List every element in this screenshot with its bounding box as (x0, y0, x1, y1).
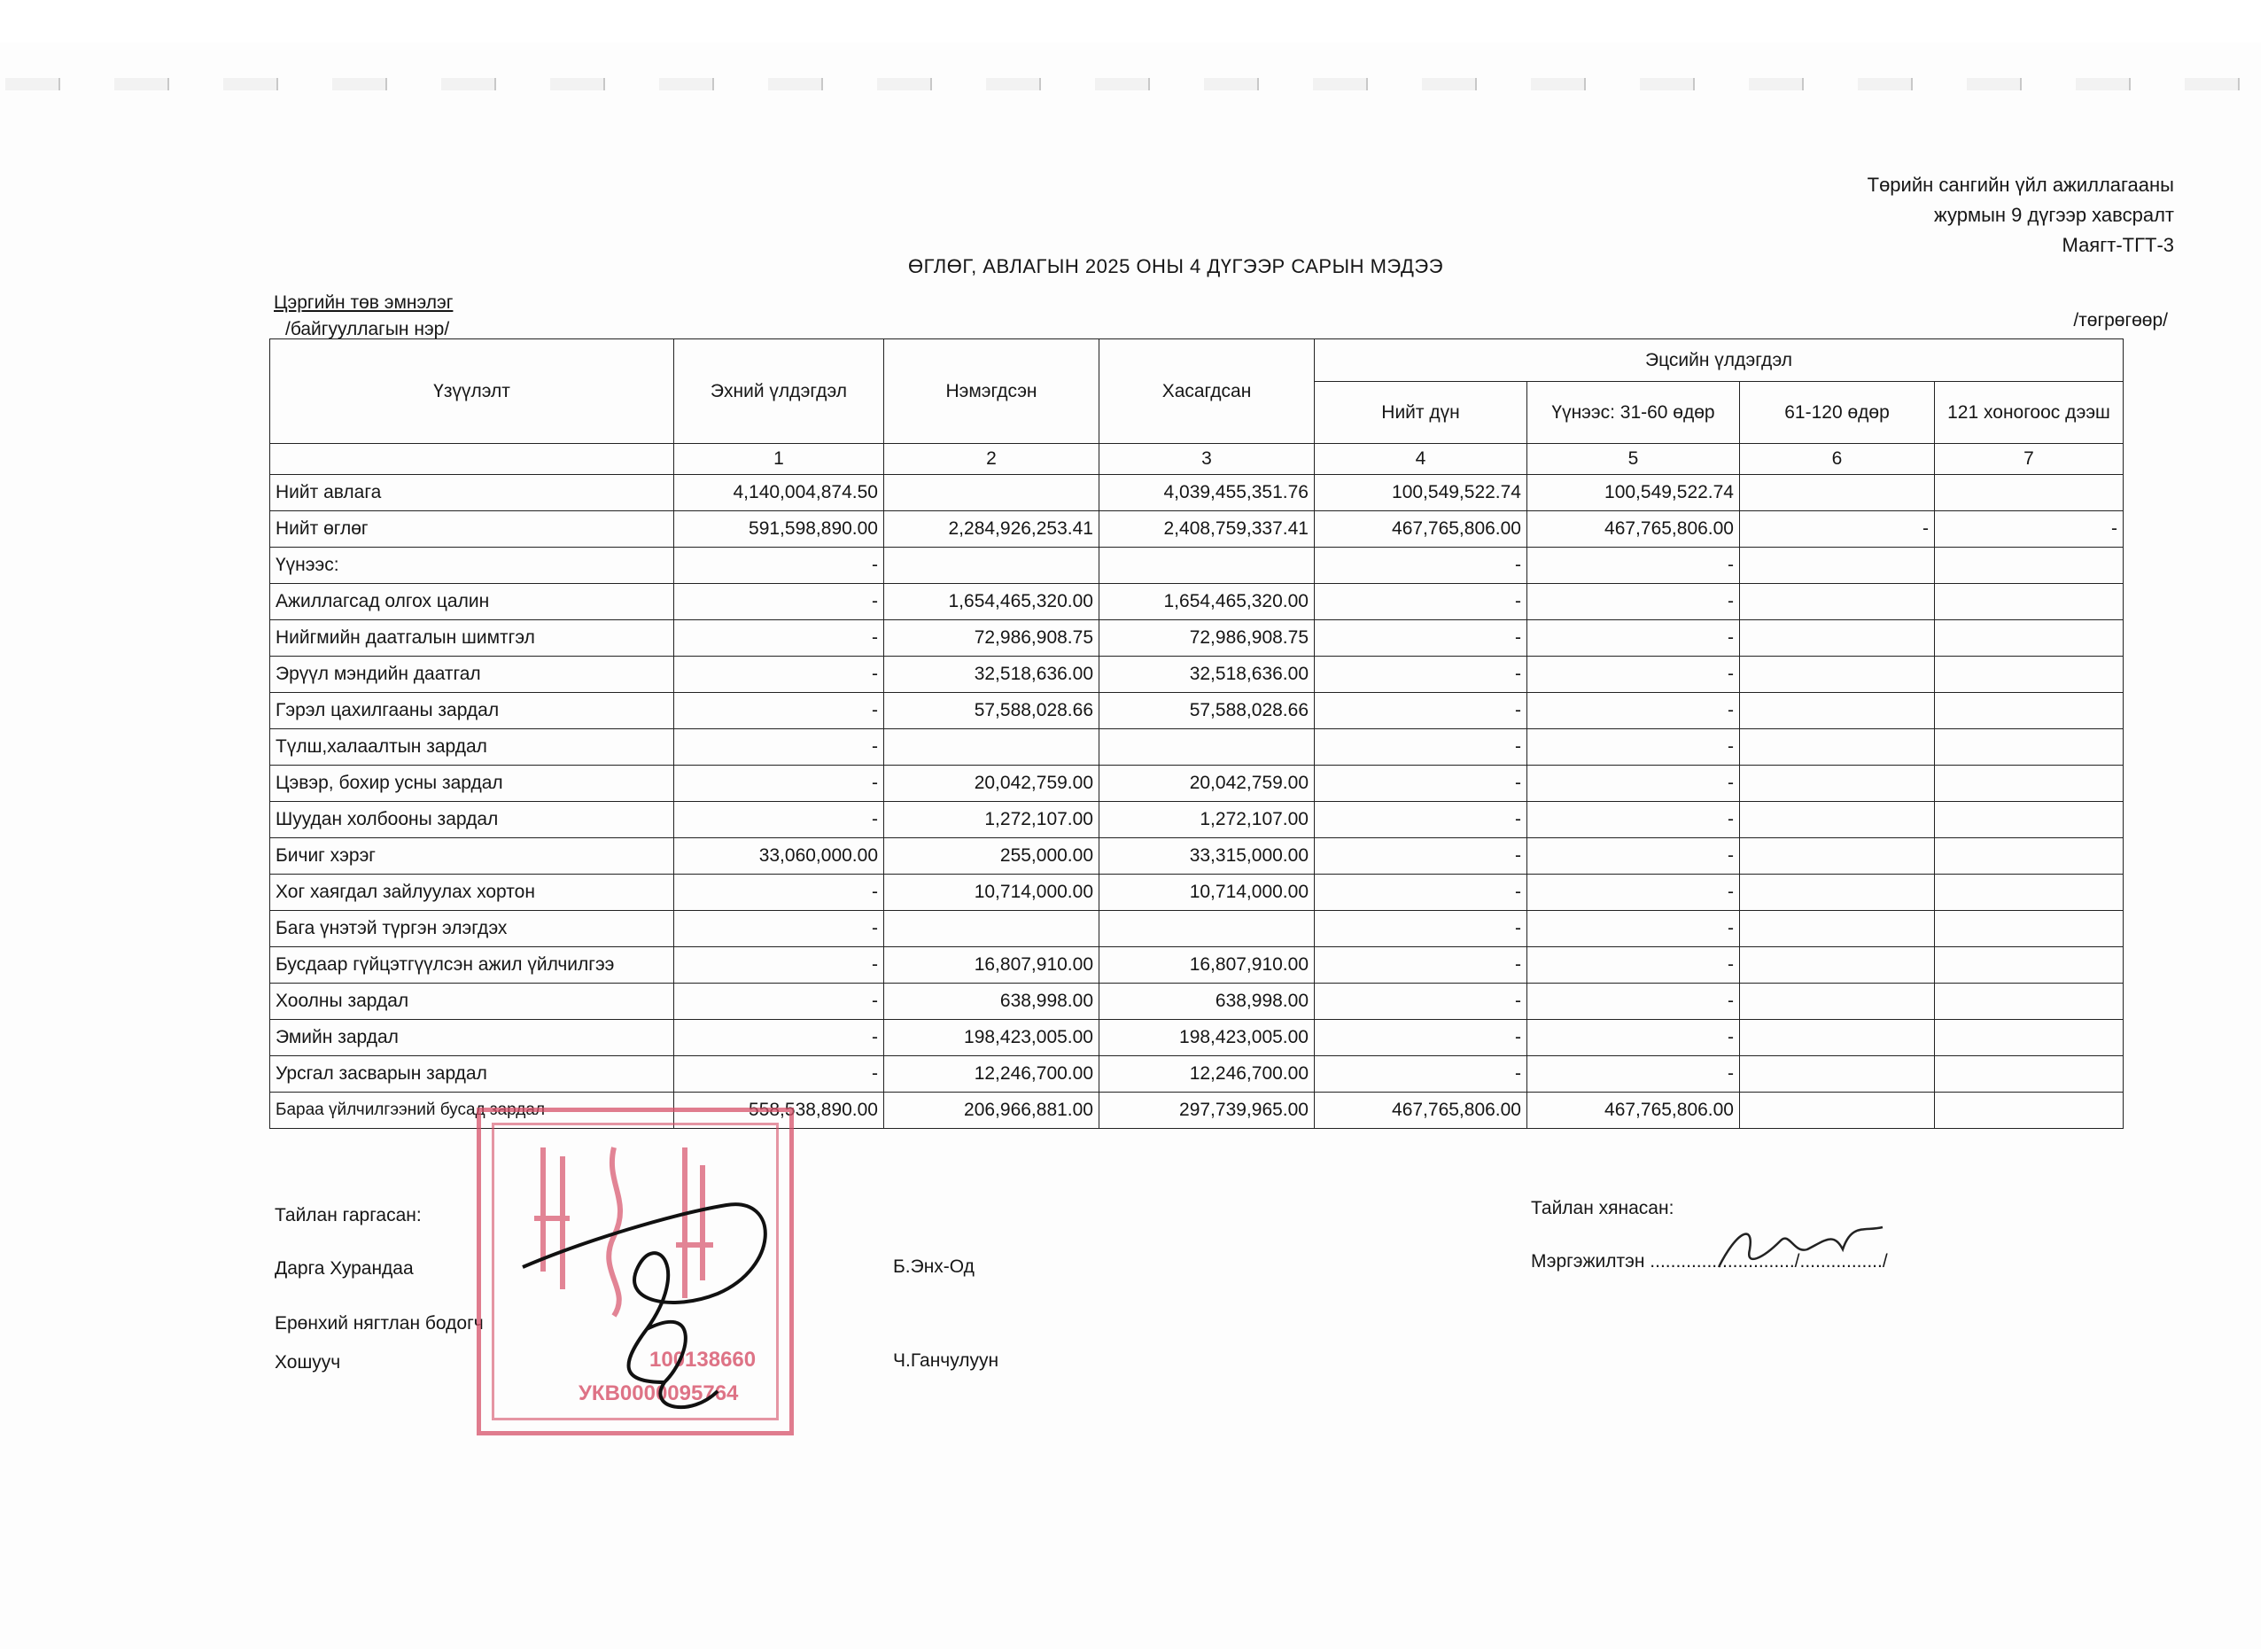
row-label: Бараа үйлчилгээний бусад зардал (270, 1093, 674, 1129)
cell-c6 (1740, 1056, 1935, 1093)
reviewed-by-label: Тайлан хянасан: (1531, 1198, 1674, 1218)
row-label: Шуудан холбооны зардал (270, 802, 674, 838)
cell-c6 (1740, 838, 1935, 875)
table-row (270, 729, 2124, 766)
cell-c2 (884, 548, 1099, 584)
cell-c4: - (1315, 1056, 1527, 1093)
cell-c3: 57,588,028.66 (1099, 693, 1315, 729)
cell-c6 (1740, 693, 1935, 729)
cell-c2: 1,654,465,320.00 (884, 584, 1099, 620)
column-index: 6 (1740, 444, 1935, 475)
cell-c4: - (1315, 875, 1527, 911)
cell-c1: - (674, 584, 884, 620)
perforation-mark (1313, 78, 1368, 90)
row-label: Бага үнэтэй түргэн элэгдэх (270, 911, 674, 947)
cell-c2: 255,000.00 (884, 838, 1099, 875)
cell-c7 (1935, 729, 2124, 766)
cell-c7 (1935, 802, 2124, 838)
cell-c5: - (1527, 548, 1740, 584)
perforation-mark (986, 78, 1041, 90)
cell-c4: - (1315, 766, 1527, 802)
cell-c5: - (1527, 1056, 1740, 1093)
cell-c1: 558,538,890.00 (674, 1093, 884, 1129)
cell-c1: - (674, 1020, 884, 1056)
accountant-name: Ч.Ганчулуун (893, 1350, 999, 1371)
cell-c4: - (1315, 802, 1527, 838)
cell-c6 (1740, 475, 1935, 511)
head-title: Дарга Хурандаа (275, 1258, 414, 1279)
cell-c3: 1,654,465,320.00 (1099, 584, 1315, 620)
row-label: Бичиг хэрэг (270, 838, 674, 875)
cell-c6 (1740, 984, 1935, 1020)
cell-c2: 20,042,759.00 (884, 766, 1099, 802)
cell-c5: - (1527, 729, 1740, 766)
perforation-mark (768, 78, 823, 90)
organization-name-caption: /байгууллагын нэр/ (285, 319, 450, 339)
specialist-line: Мэргэжилтэн ............................/................/ (1531, 1251, 1888, 1272)
perforation-mark (877, 78, 932, 90)
cell-c2: 1,272,107.00 (884, 802, 1099, 838)
cell-c4: 100,549,522.74 (1315, 475, 1527, 511)
cell-c2: 57,588,028.66 (884, 693, 1099, 729)
stamp-code-2: УКВ0000095764 (579, 1381, 739, 1405)
table-row (270, 984, 2124, 1020)
cell-c5: - (1527, 875, 1740, 911)
perforation-mark (1095, 78, 1150, 90)
cell-c7 (1935, 1093, 2124, 1129)
cell-c5: - (1527, 947, 1740, 984)
header-closing-total: Нийт дүн (1315, 382, 1527, 444)
column-index: 3 (1099, 444, 1315, 475)
cell-c1: - (674, 693, 884, 729)
index-blank (270, 444, 674, 475)
cell-c3: 1,272,107.00 (1099, 802, 1315, 838)
currency-unit: /төгрөгөөр/ (2073, 310, 2168, 331)
perforation-mark (1204, 78, 1259, 90)
cell-c2 (884, 475, 1099, 511)
cell-c7 (1935, 1056, 2124, 1093)
cell-c5: - (1527, 693, 1740, 729)
cell-c5: - (1527, 584, 1740, 620)
cell-c4: - (1315, 947, 1527, 984)
row-label: Ажиллагсад олгох цалин (270, 584, 674, 620)
table-row (270, 475, 2124, 511)
perforation-mark (1422, 78, 1477, 90)
cell-c3: 2,408,759,337.41 (1099, 511, 1315, 548)
cell-c7 (1935, 984, 2124, 1020)
cell-c7: - (1935, 511, 2124, 548)
cell-c1: 591,598,890.00 (674, 511, 884, 548)
accountant-title: Ерөнхий нягтлан бодогч (275, 1313, 484, 1334)
cell-c6 (1740, 875, 1935, 911)
cell-c3: 20,042,759.00 (1099, 766, 1315, 802)
form-reference (1868, 170, 2174, 261)
header-deducted: Хасагдсан (1099, 339, 1315, 444)
column-index: 1 (674, 444, 884, 475)
row-label: Хоолны зардал (270, 984, 674, 1020)
perforation-mark (659, 78, 714, 90)
table-row (270, 1020, 2124, 1056)
perforation-mark (550, 78, 605, 90)
column-index: 2 (884, 444, 1099, 475)
cell-c2 (884, 729, 1099, 766)
perforation-edge (0, 78, 2268, 96)
signature-stroke (514, 1161, 806, 1427)
cell-c5: - (1527, 984, 1740, 1020)
header-opening-balance: Эхний үлдэгдэл (674, 339, 884, 444)
row-label: Эмийн зардал (270, 1020, 674, 1056)
cell-c7 (1935, 875, 2124, 911)
cell-c2 (884, 911, 1099, 947)
cell-c1: - (674, 766, 884, 802)
cell-c4: 467,765,806.00 (1315, 511, 1527, 548)
header-added: Нэмэгдсэн (884, 339, 1099, 444)
table-row (270, 947, 2124, 984)
cell-c2: 2,284,926,253.41 (884, 511, 1099, 548)
header-over-121-days: 121 хоногоос дээш (1935, 382, 2124, 444)
perforation-mark (114, 78, 169, 90)
perforation-mark (1640, 78, 1695, 90)
cell-c6 (1740, 947, 1935, 984)
row-label: Эрүүл мэндийн даатгал (270, 657, 674, 693)
table-row (270, 1056, 2124, 1093)
cell-c5: - (1527, 911, 1740, 947)
cell-c5: - (1527, 620, 1740, 657)
cell-c2: 198,423,005.00 (884, 1020, 1099, 1056)
cell-c1: - (674, 947, 884, 984)
cell-c7 (1935, 475, 2124, 511)
perforation-mark (332, 78, 387, 90)
cell-c6 (1740, 911, 1935, 947)
stamp-code-1: 100138660 (649, 1348, 757, 1372)
accountant-rank: Хошууч (275, 1352, 341, 1373)
cell-c4: - (1315, 548, 1527, 584)
cell-c1: 4,140,004,874.50 (674, 475, 884, 511)
row-label: Гэрэл цахилгааны зардал (270, 693, 674, 729)
perforation-mark (1858, 78, 1913, 90)
cell-c1: - (674, 548, 884, 584)
cell-c7 (1935, 693, 2124, 729)
cell-c3: 297,739,965.00 (1099, 1093, 1315, 1129)
perforation-mark (1749, 78, 1804, 90)
cell-c5: - (1527, 802, 1740, 838)
head-name: Б.Энх-Од (893, 1256, 975, 1277)
specialist-signature (1710, 1214, 1887, 1276)
cell-c1: 33,060,000.00 (674, 838, 884, 875)
cell-c3 (1099, 729, 1315, 766)
cell-c7 (1935, 1020, 2124, 1056)
cell-c3: 16,807,910.00 (1099, 947, 1315, 984)
row-label: Нийгмийн даатгалын шимтгэл (270, 620, 674, 657)
cell-c7 (1935, 766, 2124, 802)
cell-c2: 12,246,700.00 (884, 1056, 1099, 1093)
cell-c4: - (1315, 911, 1527, 947)
cell-c1: - (674, 802, 884, 838)
cell-c1: - (674, 1056, 884, 1093)
table-row (270, 875, 2124, 911)
cell-c1: - (674, 984, 884, 1020)
cell-c2: 16,807,910.00 (884, 947, 1099, 984)
row-label: Бусдаар гүйцэтгүүлсэн ажил үйлчилгээ (270, 947, 674, 984)
cell-c7 (1935, 911, 2124, 947)
table-row (270, 657, 2124, 693)
cell-c7 (1935, 584, 2124, 620)
head-signature (514, 1161, 806, 1427)
perforation-mark (2185, 78, 2240, 90)
cell-c5: 467,765,806.00 (1527, 511, 1740, 548)
cell-c6 (1740, 657, 1935, 693)
row-label: Түлш,халаалтын зардал (270, 729, 674, 766)
cell-c3: 72,986,908.75 (1099, 620, 1315, 657)
cell-c2: 72,986,908.75 (884, 620, 1099, 657)
cell-c1: - (674, 657, 884, 693)
cell-c7 (1935, 548, 2124, 584)
cell-c6 (1740, 1093, 1935, 1129)
row-label: Урсгал засварын зардал (270, 1056, 674, 1093)
perforation-mark (5, 78, 60, 90)
cell-c4: 467,765,806.00 (1315, 1093, 1527, 1129)
cell-c6: - (1740, 511, 1935, 548)
table-row (270, 511, 2124, 548)
cell-c4: - (1315, 620, 1527, 657)
table-row (270, 548, 2124, 584)
cell-c5: 467,765,806.00 (1527, 1093, 1740, 1129)
table-row (270, 838, 2124, 875)
cell-c3 (1099, 911, 1315, 947)
cell-c4: - (1315, 1020, 1527, 1056)
cell-c6 (1740, 1020, 1935, 1056)
cell-c2: 638,998.00 (884, 984, 1099, 1020)
header-61-120-days: 61-120 өдөр (1740, 382, 1935, 444)
cell-c2: 206,966,881.00 (884, 1093, 1099, 1129)
cell-c6 (1740, 766, 1935, 802)
header-closing-balance: Эцсийн үлдэгдэл (1315, 339, 2124, 382)
report-title: ӨГЛӨГ, АВЛАГЫН 2025 ОНЫ 4 ДҮГЭЭР САРЫН МЭДЭЭ (908, 255, 1444, 277)
cell-c1: - (674, 911, 884, 947)
column-index-row (270, 444, 2124, 475)
cell-c4: - (1315, 729, 1527, 766)
form-reference-line2: журмын 9 дүгээр хавсралт (1934, 204, 2174, 226)
cell-c3: 33,315,000.00 (1099, 838, 1315, 875)
table-row (270, 911, 2124, 947)
form-code: Маягт-ТГТ-3 (2062, 234, 2174, 256)
cell-c6 (1740, 548, 1935, 584)
row-label: Хог хаягдал зайлуулах хортон (270, 875, 674, 911)
perforation-mark (223, 78, 278, 90)
cell-c7 (1935, 620, 2124, 657)
signature-stroke (1710, 1214, 1887, 1276)
cell-c3: 32,518,636.00 (1099, 657, 1315, 693)
cell-c4: - (1315, 693, 1527, 729)
cell-c2: 32,518,636.00 (884, 657, 1099, 693)
cell-c6 (1740, 584, 1935, 620)
column-index: 5 (1527, 444, 1740, 475)
column-index: 4 (1315, 444, 1527, 475)
row-label: Нийт авлага (270, 475, 674, 511)
cell-c4: - (1315, 657, 1527, 693)
perforation-mark (441, 78, 496, 90)
cell-c4: - (1315, 984, 1527, 1020)
cell-c4: - (1315, 838, 1527, 875)
cell-c7 (1935, 657, 2124, 693)
cell-c4: - (1315, 584, 1527, 620)
cell-c3: 198,423,005.00 (1099, 1020, 1315, 1056)
table-row (270, 693, 2124, 729)
perforation-mark (1531, 78, 1586, 90)
table-row (270, 620, 2124, 657)
row-label: Цэвэр, бохир усны зардал (270, 766, 674, 802)
cell-c5: - (1527, 1020, 1740, 1056)
organization-name: Цэргийн төв эмнэлэг (274, 292, 454, 313)
cell-c5: - (1527, 766, 1740, 802)
table-row (270, 802, 2124, 838)
cell-c2: 10,714,000.00 (884, 875, 1099, 911)
perforation-mark (1967, 78, 2022, 90)
cell-c6 (1740, 802, 1935, 838)
cell-c1: - (674, 729, 884, 766)
cell-c1: - (674, 875, 884, 911)
cell-c6 (1740, 620, 1935, 657)
cell-c3 (1099, 548, 1315, 584)
row-label: Нийт өглөг (270, 511, 674, 548)
perforation-mark (2076, 78, 2131, 90)
cell-c3: 10,714,000.00 (1099, 875, 1315, 911)
cell-c1: - (674, 620, 884, 657)
cell-c7 (1935, 947, 2124, 984)
header-indicator: Үзүүлэлт (270, 339, 674, 444)
cell-c7 (1935, 838, 2124, 875)
cell-c5: - (1527, 657, 1740, 693)
cell-c5: 100,549,522.74 (1527, 475, 1740, 511)
form-reference-line1: Төрийн сангийн үйл ажиллагааны (1867, 174, 2174, 196)
row-label: Үүнээс: (270, 548, 674, 584)
column-index: 7 (1935, 444, 2124, 475)
table-row (270, 584, 2124, 620)
header-31-60-days: Үүнээс: 31-60 өдөр (1527, 382, 1740, 444)
table-row (270, 766, 2124, 802)
prepared-by-label: Тайлан гаргасан: (275, 1205, 422, 1225)
cell-c5: - (1527, 838, 1740, 875)
cell-c3: 638,998.00 (1099, 984, 1315, 1020)
cell-c6 (1740, 729, 1935, 766)
cell-c3: 4,039,455,351.76 (1099, 475, 1315, 511)
report-table (269, 338, 2124, 1129)
cell-c3: 12,246,700.00 (1099, 1056, 1315, 1093)
